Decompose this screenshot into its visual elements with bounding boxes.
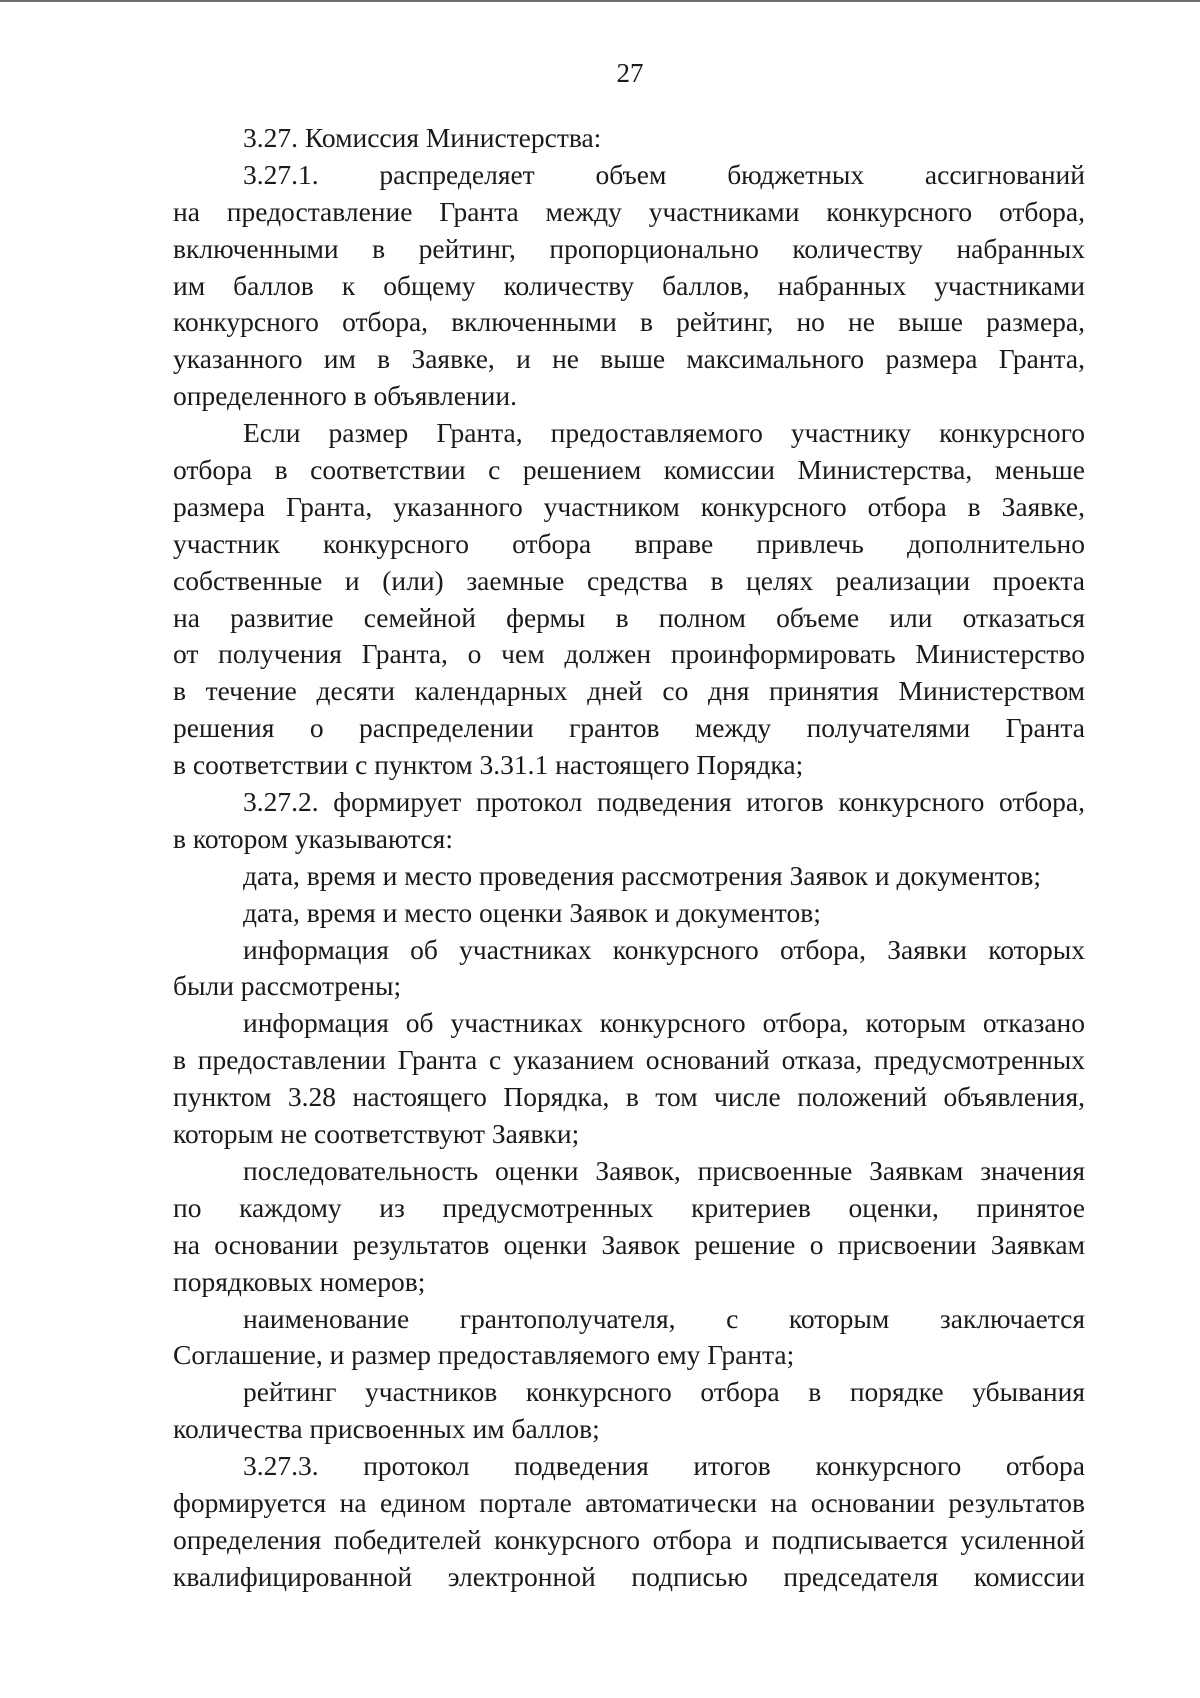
- text-line: дата, время и место проведения рассмотрения Заявок и документов;: [243, 859, 1041, 891]
- text-line: решения о распределении грантов между получателями Гранта: [173, 712, 1085, 744]
- text-line: порядковых номеров;: [173, 1265, 426, 1297]
- text-line: информация об участниках конкурсного отбора, Заявки которых: [243, 933, 1085, 965]
- text-line: квалифицированной электронной подписью председателя комиссии: [173, 1560, 1085, 1592]
- text-line: дата, время и место оценки Заявок и документов;: [243, 896, 821, 928]
- text-line: 3.27. Комиссия Министерства:: [243, 122, 602, 153]
- text-line: формируется на едином портале автоматически на основании результатов: [173, 1486, 1085, 1518]
- text-line: в котором указываются:: [173, 822, 453, 854]
- text-line: 3.27.3. протокол подведения итогов конкурсного отбора: [243, 1450, 1085, 1482]
- text-line: конкурсного отбора, включенными в рейтинг, но не выше размера,: [173, 306, 1085, 338]
- text-line: им баллов к общему количеству баллов, набранных участниками: [173, 269, 1085, 301]
- text-line: от получения Гранта, о чем должен проинформировать Министерство: [173, 638, 1085, 670]
- text-line: информация об участниках конкурсного отбора, которым отказано: [243, 1007, 1085, 1039]
- text-line: в соответствии с пунктом 3.31.1 настоящего Порядка;: [173, 749, 804, 781]
- text-line: в течение десяти календарных дней со дня принятия Министерством: [173, 675, 1085, 707]
- text-line: Если размер Гранта, предоставляемого участнику конкурсного: [243, 417, 1085, 449]
- text-line: размера Гранта, указанного участником конкурсного отбора в Заявке,: [173, 490, 1085, 522]
- text-line: были рассмотрены;: [173, 970, 402, 1002]
- text-line: рейтинг участников конкурсного отбора в порядке убывания: [243, 1376, 1085, 1408]
- page-number: 27: [616, 58, 644, 88]
- text-line: последовательность оценки Заявок, присвоенные Заявкам значения: [243, 1154, 1085, 1186]
- text-line: определенного в объявлении.: [173, 380, 517, 412]
- text-line: количества присвоенных им баллов;: [173, 1413, 600, 1445]
- text-line: Соглашение, и размер предоставляемого ему Гранта;: [173, 1339, 795, 1371]
- text-line: на развитие семейной фермы в полном объеме или отказаться: [173, 601, 1085, 633]
- document-body: [173, 120, 1085, 1596]
- text-line: собственные и (или) заемные средства в целях реализации проекта: [173, 564, 1085, 596]
- text-line: по каждому из предусмотренных критериев оценки, принятое: [173, 1191, 1085, 1223]
- page-edge: [0, 0, 1200, 2]
- text-line: указанного им в Заявке, и не выше максимального размера Гранта,: [173, 343, 1085, 375]
- text-line: 3.27.2. формирует протокол подведения итогов конкурсного отбора,: [243, 786, 1085, 818]
- text-line: пунктом 3.28 настоящего Порядка, в том числе положений объявления,: [173, 1081, 1085, 1113]
- text-line: на предоставление Гранта между участниками конкурсного отбора,: [173, 195, 1085, 227]
- text-line: участник конкурсного отбора вправе привлечь дополнительно: [173, 527, 1085, 559]
- text-line: которым не соответствуют Заявки;: [173, 1118, 580, 1150]
- text-line: наименование грантополучателя, с которым заключается: [243, 1302, 1085, 1334]
- text-line: включенными в рейтинг, пропорционально количеству набранных: [173, 232, 1085, 264]
- text-line: отбора в соответствии с решением комиссии Министерства, меньше: [173, 454, 1085, 486]
- text-line: 3.27.1. распределяет объем бюджетных ассигнований: [243, 158, 1085, 190]
- text-line: в предоставлении Гранта с указанием оснований отказа, предусмотренных: [173, 1044, 1085, 1076]
- text-line: на основании результатов оценки Заявок решение о присвоении Заявкам: [173, 1228, 1085, 1260]
- text-line: определения победителей конкурсного отбора и подписывается усиленной: [173, 1523, 1085, 1555]
